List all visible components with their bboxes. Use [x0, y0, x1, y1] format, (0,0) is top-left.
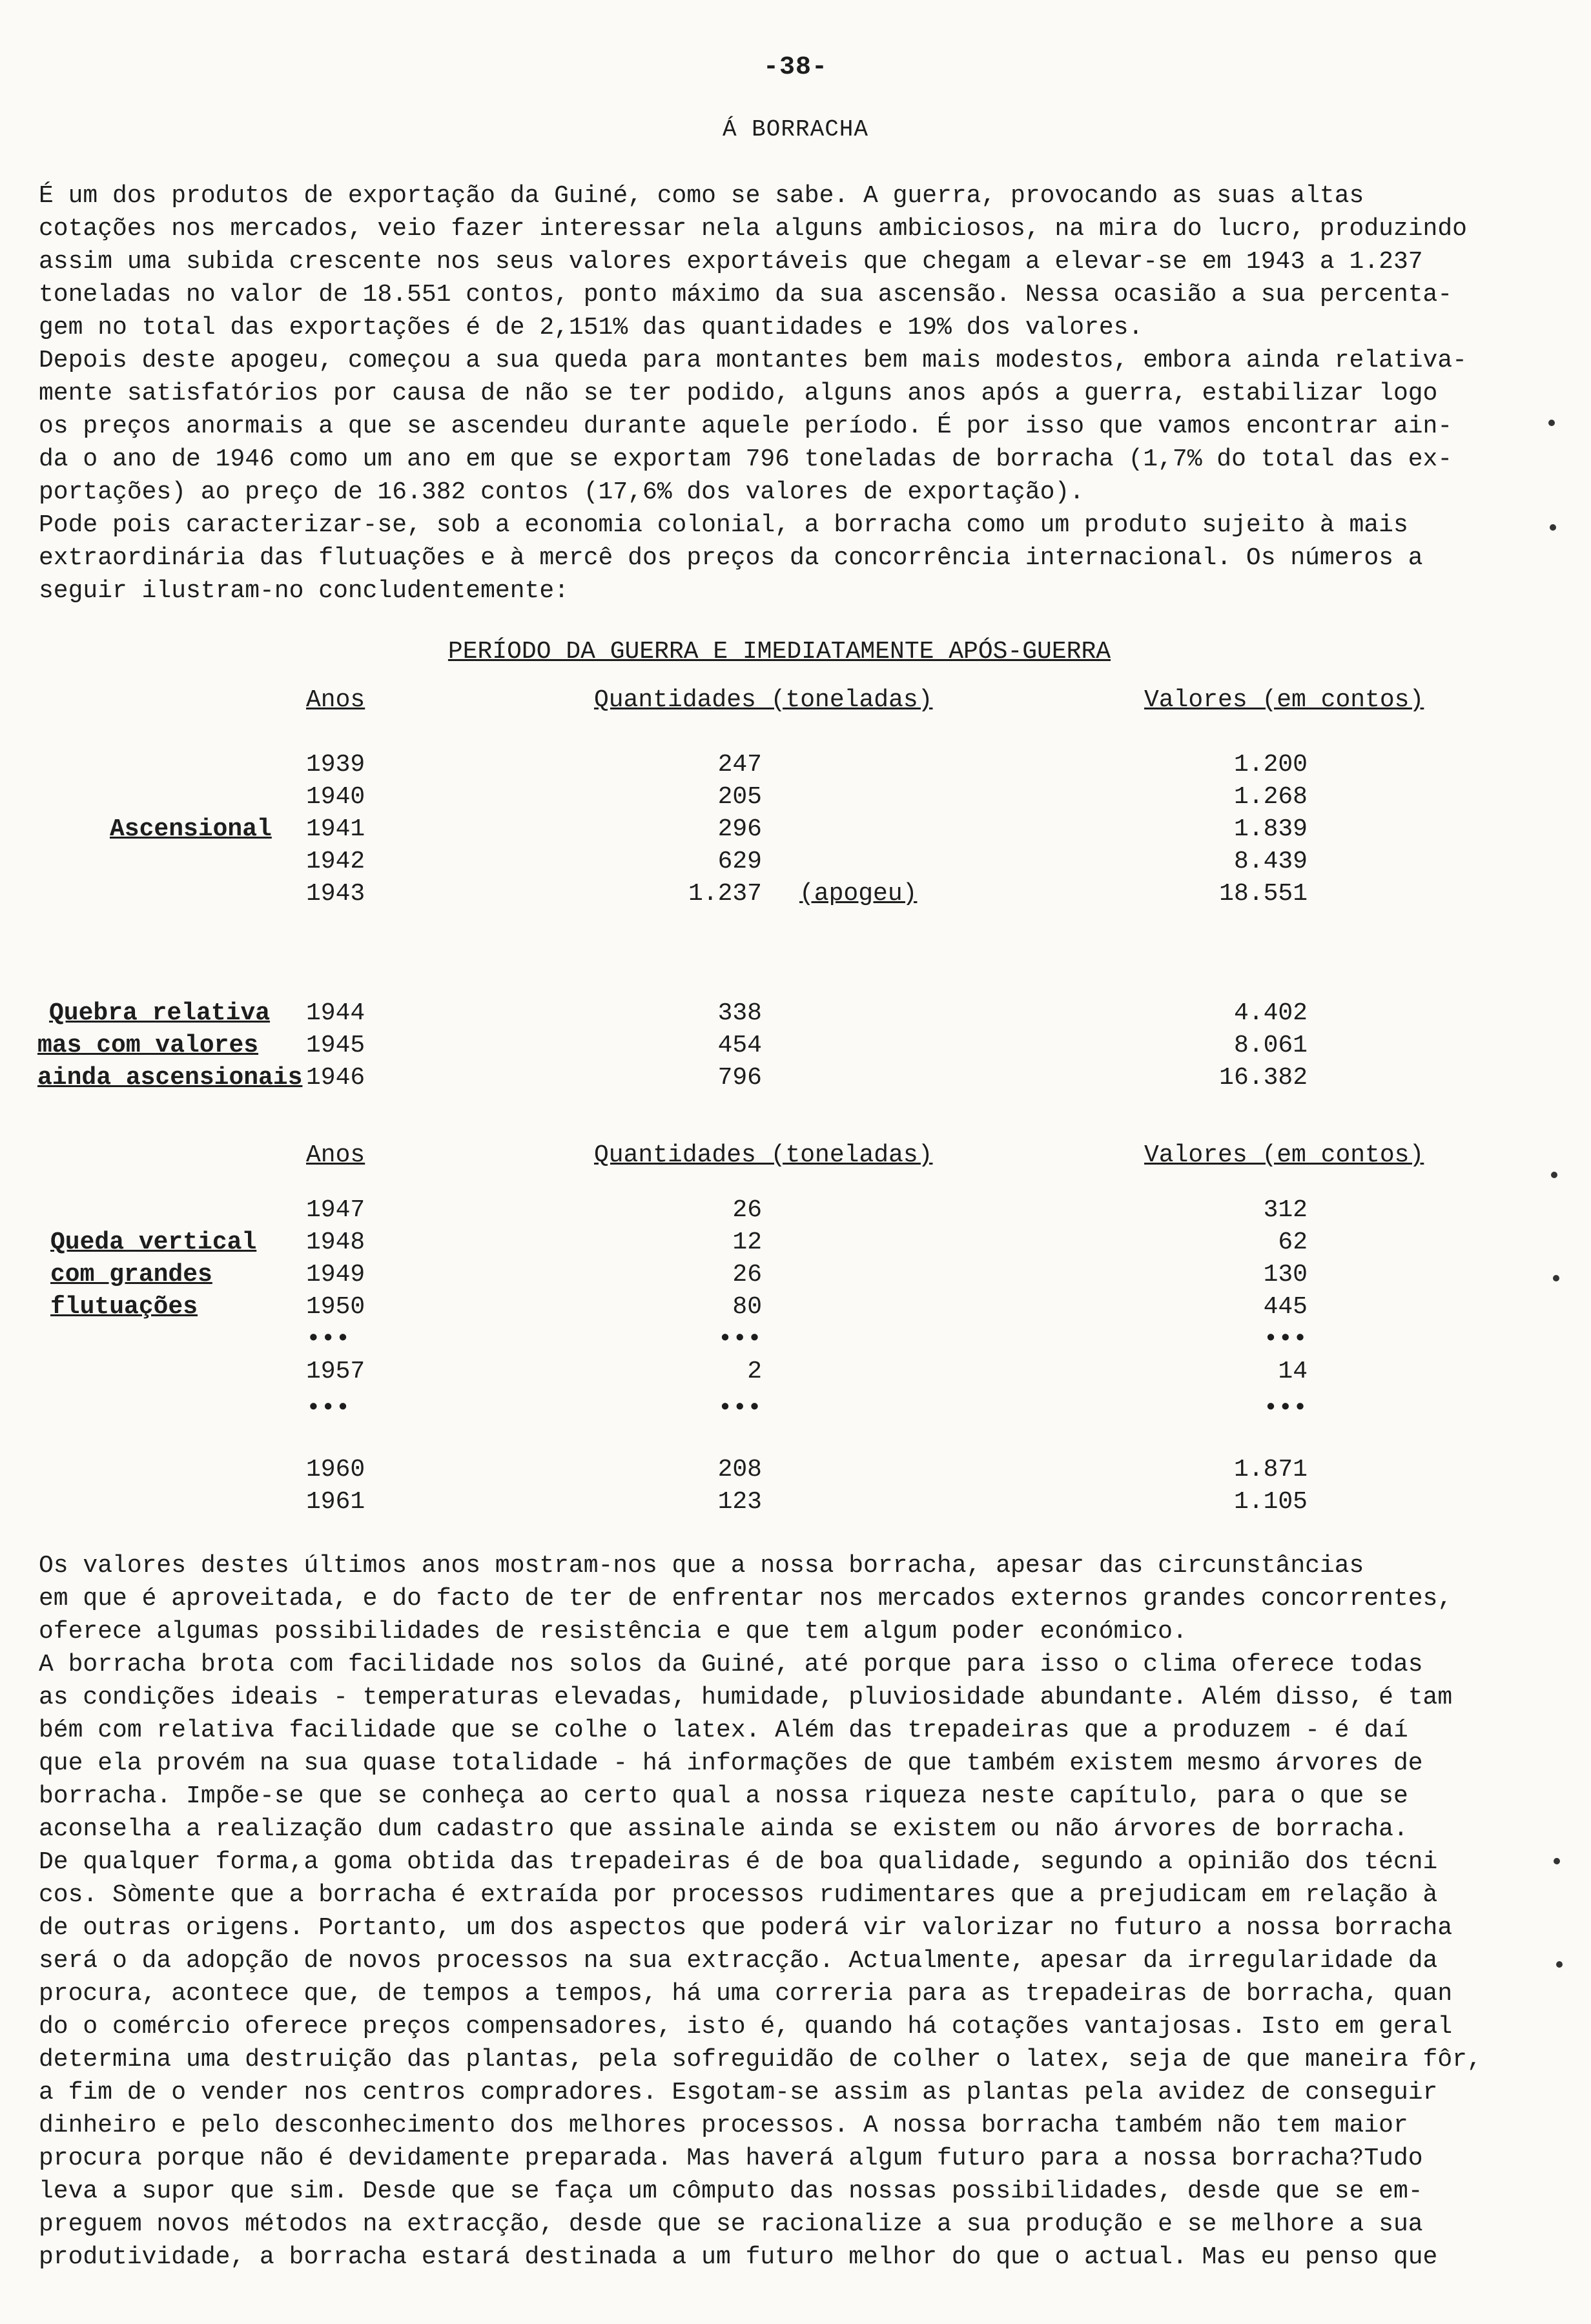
table-cell-year: 1947 — [306, 1196, 365, 1224]
table-cell-year: 1943 — [306, 880, 365, 908]
table-cell-qty: 629 — [717, 848, 762, 875]
text-line: borracha. Impõe-se que se conheça ao certo qual a nossa riqueza neste capítulo, para o que se — [39, 1782, 1408, 1810]
table-cell-qty: 454 — [717, 1032, 762, 1059]
table-cell-qty: 26 — [732, 1196, 762, 1224]
table-cell-val: 312 — [1263, 1196, 1308, 1224]
table-cell-val: 1.105 — [1233, 1488, 1308, 1516]
scan-speck — [1548, 420, 1555, 426]
table-cell-qty: 296 — [717, 815, 762, 843]
text-line: toneladas no valor de 18.551 contos, ponto máximo da sua ascensão. Nessa ocasião a sua percenta- — [39, 281, 1453, 309]
table-cell-qty: 123 — [717, 1488, 762, 1516]
section-label-quebra: ainda ascensionais — [37, 1064, 303, 1092]
table-cell-val: 8.061 — [1233, 1032, 1308, 1059]
text-line: produtividade, a borracha estará destinada a um futuro melhor do que o actual. Mas eu penso que — [39, 2243, 1438, 2271]
scan-speck — [1554, 1858, 1560, 1864]
section-label-queda: Queda vertical — [50, 1228, 257, 1256]
scan-speck — [1553, 1275, 1559, 1281]
table-cell-qty: 80 — [732, 1293, 762, 1321]
text-line: assim uma subida crescente nos seus valores exportáveis que chegam a elevar-se em 1943 a 1.237 — [39, 248, 1423, 276]
text-line: extraordinária das flutuações e à mercê dos preços da concorrência internacional. Os números a — [39, 544, 1423, 572]
scan-speck — [1551, 1172, 1557, 1178]
table-cell-year: 1939 — [306, 751, 365, 779]
header-quantities: Quantidades (toneladas) — [594, 1141, 933, 1169]
text-line: de outras origens. Portanto, um dos aspectos que poderá vir valorizar no futuro a nossa borracha — [39, 1914, 1453, 1942]
table-cell-val: 14 — [1278, 1358, 1308, 1385]
table-cell-year: 1941 — [306, 815, 365, 843]
text-line: cotações nos mercados, veio fazer interessar nela alguns ambiciosos, na mira do lucro, produzindo — [39, 215, 1467, 243]
text-line: De qualquer forma,a goma obtida das trepadeiras é de boa qualidade, segundo a opinião dos técni — [39, 1848, 1438, 1876]
text-line: procura porque não é devidamente preparada. Mas haverá algum futuro para a nossa borracha?Tudo — [39, 2145, 1423, 2172]
text-line: bém com relativa facilidade que se colhe o latex. Além das trepadeiras que a produzem - é daí — [39, 1717, 1408, 1744]
section-label-quebra: mas com valores — [37, 1032, 259, 1059]
text-line: aconselha a realização dum cadastro que assinale ainda se existem ou não árvores de borracha. — [39, 1815, 1408, 1843]
table-cell-year: 1961 — [306, 1488, 365, 1516]
table-cell-val: ••• — [1263, 1325, 1308, 1353]
table-cell-val: 16.382 — [1219, 1064, 1308, 1092]
text-line: que ela provém na sua quase totalidade - há informações de que também existem mesmo árvores de — [39, 1749, 1423, 1777]
text-line: leva a supor que sim. Desde que se faça um cômputo das nossas possibilidades, desde que se em- — [39, 2177, 1423, 2205]
text-line: gem no total das exportações é de 2,151% das quantidades e 19% dos valores. — [39, 314, 1144, 341]
table-cell-year: 1942 — [306, 848, 365, 875]
text-line: seguir ilustram-no concludentemente: — [39, 577, 569, 605]
table-cell-val: 445 — [1263, 1293, 1308, 1321]
header-values: Valores (em contos) — [1144, 1141, 1424, 1169]
text-line: do o comércio oferece preços compensadores, isto é, quando há cotações vantajosas. Isto em geral — [39, 2013, 1453, 2041]
text-line: em que é aproveitada, e do facto de ter de enfrentar nos mercados externos grandes concorrentes, — [39, 1585, 1453, 1613]
text-line: Os valores destes últimos anos mostram-nos que a nossa borracha, apesar das circunstâncias — [39, 1552, 1364, 1580]
scan-speck — [1556, 1961, 1563, 1968]
text-line: dinheiro e pelo desconhecimento dos melhores processos. A nossa borracha também não tem maior — [39, 2112, 1408, 2139]
table-cell-qty: 12 — [732, 1228, 762, 1256]
table-cell-val: 1.839 — [1233, 815, 1308, 843]
text-line: cos. Sòmente que a borracha é extraída por processos rudimentares que a prejudicam em relação à — [39, 1881, 1438, 1909]
section-label-queda: com grandes — [50, 1261, 212, 1289]
table-cell-year: 1950 — [306, 1293, 365, 1321]
table-cell-val: 1.871 — [1233, 1456, 1308, 1483]
scan-speck — [1550, 524, 1556, 531]
table-cell-qty: 247 — [717, 751, 762, 779]
table-cell-year: 1957 — [306, 1358, 365, 1385]
text-line: oferece algumas possibilidades de resistência e que tem algum poder económico. — [39, 1618, 1187, 1646]
section-label-quebra: Quebra relativa — [49, 999, 271, 1027]
text-line: procura, acontece que, de tempos a tempos, há uma correria para as trepadeiras de borracha, quan — [39, 1980, 1453, 2008]
table-cell-val: 62 — [1278, 1228, 1308, 1256]
header-quantities: Quantidades (toneladas) — [594, 686, 933, 714]
section-label-ascensional: Ascensional — [110, 815, 272, 843]
table-cell-val: 1.268 — [1233, 783, 1308, 811]
apogeu-note: (apogeu) — [799, 880, 918, 908]
text-line: da o ano de 1946 como um ano em que se exportam 796 toneladas de borracha (1,7% do total das ex- — [39, 445, 1453, 473]
table-cell-val: 4.402 — [1233, 999, 1308, 1027]
text-line: Pode pois caracterizar-se, sob a economia colonial, a borracha como um produto sujeito à mais — [39, 511, 1408, 539]
table-cell-year: ••• — [306, 1325, 351, 1353]
table-cell-year: 1945 — [306, 1032, 365, 1059]
header-years: Anos — [306, 686, 365, 714]
page-number: -38- — [763, 53, 828, 82]
table-cell-year: 1940 — [306, 783, 365, 811]
table-cell-year: 1949 — [306, 1261, 365, 1289]
table-cell-qty: ••• — [717, 1394, 762, 1422]
table-cell-year: 1948 — [306, 1228, 365, 1256]
text-line: Depois deste apogeu, começou a sua queda para montantes bem mais modestos, embora ainda relativa- — [39, 347, 1467, 374]
text-line: será o da adopção de novos processos na sua extracção. Actualmente, apesar da irregularidade da — [39, 1947, 1438, 1975]
text-line: determina uma destruição das plantas, pela sofreguidão de colher o latex, seja de que maneira fôr, — [39, 2046, 1482, 2074]
text-line: A borracha brota com facilidade nos solos da Guiné, até porque para isso o clima oferece todas — [39, 1651, 1423, 1678]
table-cell-year: 1944 — [306, 999, 365, 1027]
header-values: Valores (em contos) — [1144, 686, 1424, 714]
table-cell-qty: ••• — [717, 1325, 762, 1353]
table-cell-val: ••• — [1263, 1394, 1308, 1422]
table-cell-qty: 1.237 — [688, 880, 762, 908]
header-years: Anos — [306, 1141, 365, 1169]
table-cell-qty: 338 — [717, 999, 762, 1027]
table-cell-val: 8.439 — [1233, 848, 1308, 875]
page-title: Á BORRACHA — [722, 116, 869, 143]
table-cell-val: 1.200 — [1233, 751, 1308, 779]
closing-paragraph — [39, 1549, 1537, 2274]
table-title: PERÍODO DA GUERRA E IMEDIATAMENTE APÓS-GUERRA — [447, 638, 1111, 666]
table-cell-qty: 26 — [732, 1261, 762, 1289]
table-cell-year: ••• — [306, 1394, 351, 1422]
table-cell-val: 130 — [1263, 1261, 1308, 1289]
text-line: as condições ideais - temperaturas elevadas, humidade, pluviosidade abundante. Além disso, é tam — [39, 1684, 1453, 1711]
table-cell-qty: 2 — [747, 1358, 762, 1385]
text-line: mente satisfatórios por causa de não se ter podido, alguns anos após a guerra, estabilizar logo — [39, 380, 1438, 407]
table-cell-val: 18.551 — [1219, 880, 1308, 908]
table-cell-year: 1946 — [306, 1064, 365, 1092]
text-line: a fim de o vender nos centros compradores. Esgotam-se assim as plantas pela avidez de conseguir — [39, 2079, 1438, 2106]
table-cell-qty: 205 — [717, 783, 762, 811]
text-line: É um dos produtos de exportação da Guiné, como se sabe. A guerra, provocando as suas altas — [39, 182, 1364, 210]
table-cell-qty: 208 — [717, 1456, 762, 1483]
text-line: os preços anormais a que se ascendeu durante aquele período. É por isso que vamos encontrar ain- — [39, 413, 1453, 440]
text-line: preguem novos métodos na extracção, desde que se racionalize a sua produção e se melhore a sua — [39, 2210, 1423, 2238]
text-line: portações) ao preço de 16.382 contos (17,6% dos valores de exportação). — [39, 478, 1085, 506]
table-cell-year: 1960 — [306, 1456, 365, 1483]
table-cell-qty: 796 — [717, 1064, 762, 1092]
section-label-queda: flutuações — [50, 1293, 198, 1321]
